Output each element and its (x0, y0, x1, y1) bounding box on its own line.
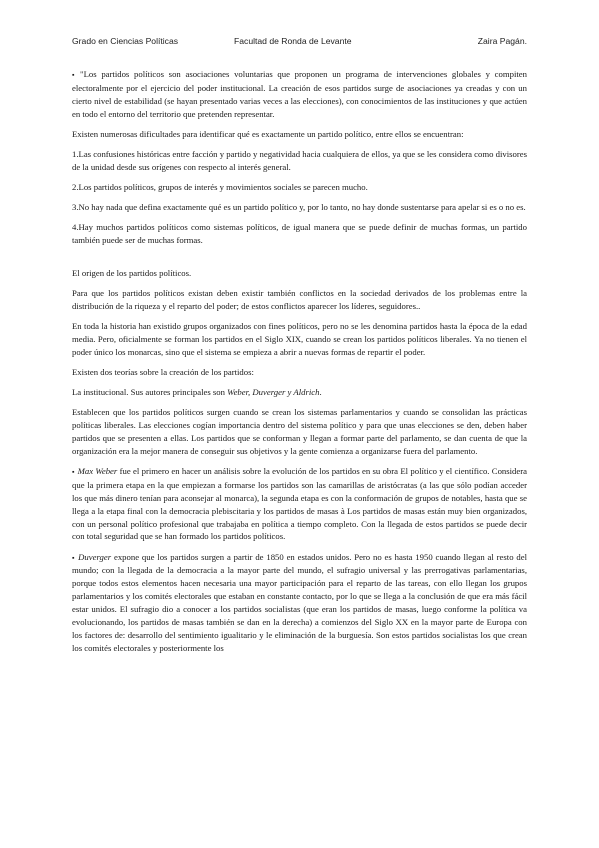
bullet-icon: ▪ (72, 467, 75, 476)
document-body (72, 68, 527, 662)
paragraph-institutional: La institucional. Sus autores principales son Weber, Duverger y Aldrich. (72, 387, 322, 397)
page-header (72, 36, 527, 48)
paragraph-difficulties-intro: Existen numerosas dificultades para identificar qué es exactamente un partido político, entre ellos se encuentran: (72, 128, 464, 139)
section-heading-origin: El origen de los partidos políticos. (72, 267, 192, 278)
paragraph-parliamentary: Establecen que los partidos políticos surgen cuando se crean los sistemas parlamentarios y cuando se consolidan las prácticas políticas liberales. Las elecciones cogían importancia dentro del sistema político y para que unas elecciones se den, deben haber partidos que se presenten a ellas. Los partidos que se conforman y llegan a formar parte del parlamento, se dan cuenta de que la organización era la mejor manera de conseguir sus objetivos y la gente comienza a organizarse fuera del parlamento. (72, 407, 527, 456)
paragraph-weber: ▪ Max Weber fue el primero en hacer un análisis sobre la evolución de los partidos en su obra El político y el científico. Considera que la primera etapa en la que empiezan a formarse los partidos son las camarillas de aristócratas (a las que sólo podían acceder los que más dinero tenían para aconsejar al monarca), la segunda etapa es con la conformación de grupos de notables, hasta que se llega a la etapa final con la democracia plebiscitaria y los partidos de masas à Los partidos de masas están muy bien organizados, con un personal político profesional que trabajaba en política a tiempo completo. Con la llegada de estos partidos se puede decir con total seguridad que se han formado los partidos políticos. (72, 465, 528, 542)
list-item-2: 2.Los partidos políticos, grupos de interés y movimientos sociales se parecen mucho. (72, 181, 368, 192)
paragraph-theories-intro: Existen dos teorías sobre la creación de los partidos: (72, 366, 254, 377)
header-faculty: Facultad de Ronda de Levante (234, 36, 352, 46)
header-degree: Grado en Ciencias Políticas (72, 36, 179, 46)
bullet-icon: ▪ (72, 71, 78, 79)
paragraph-history: En toda la historia han existido grupos organizados con fines políticos, pero no se les denomina partidos hasta la época de la edad media. Pero, oficialmente se forman los partidos en el Siglo XIX, cuando se crean los partidos políticos liberales. Ya no tienen el poder único los monarcas, sino que el sistema se empieza a abrir a nuevas formas de repartir el poder. (72, 321, 527, 357)
list-item-3: 3.No hay nada que defina exactamente qué es un partido político y, por lo tanto, no hay donde sustentarse para apelar si es o no es. (72, 202, 526, 212)
list-item-4: 4.Hay muchos partidos políticos como sistemas políticos, de igual manera que se puede definir de muchas formas, un partido también puede ser de muchas formas. (72, 222, 527, 245)
paragraph-duverger: ▪ Duverger expone que los partidos surgen a partir de 1850 en estados unidos. Pero no es hasta 1950 cuando llegan al resto del mundo; con la llegada de la democracia a la mayor parte del mundo, el sufragio universal y las prerrogativas parlamentarias, porque todos estos elementos hacen necesaria una mayor participación para el reparto de las tareas, con ello llegan los grupos parlamentarios y los comités electorales que estaban en constante contacto, por lo que se llega a la conclusión de que era más fácil estar unidos. El sufragio dio a conocer a los partidos socialistas (que eran los partidos de masas, luego conforme la política va evolucionando, los partidos de masas también se dan en la derecha) a comienzos del Siglo XX en la mayor parte de Europa con los factores de: desarrollo del sentimiento igualitario y le eliminación de la burguesía. Son estos partidos socialistas los que crean los comités electorales y posteriormente los (72, 551, 527, 653)
bullet-icon: ▪ (72, 553, 76, 562)
paragraph-definition: ▪ "Los partidos políticos son asociaciones voluntarias que proponen un programa de intervenciones globales y compiten electoralmente por el ejercicio del poder institucional. La creación de esos partidos surge de asociaciones ya creadas y con un cierto nivel de estabilidad (se hayan presentado varias veces a las elecciones), con conocimientos de las instituciones y que actúen en todo el entorno del territorio que pretenden representar. (72, 69, 527, 119)
header-author: Zaira Pagán. (477, 36, 527, 46)
paragraph-conflicts: Para que los partidos políticos existan deben existir también conflictos en la sociedad derivados de los problemas entre la distribución de la riqueza y el reparto del poder; de estos conflictos aparecer los líderes, seguidores.. (72, 288, 527, 311)
list-item-1: 1.Las confusiones históricas entre facción y partido y negatividad hacia cualquiera de ellos, ya que se les considera como divisores de la unidad desde sus orígenes con respecto al interés general. (72, 148, 527, 172)
